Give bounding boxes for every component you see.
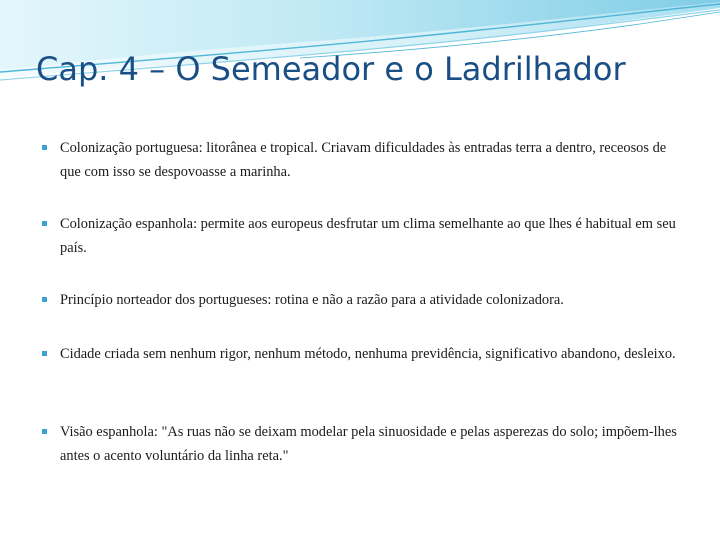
bullet-item	[42, 212, 682, 260]
bullet-text: Princípio norteador dos portugueses: rotina e não a razão para a atividade colonizadora.	[60, 292, 564, 308]
bullet-item	[42, 288, 682, 312]
bullet-item	[42, 136, 682, 184]
slide-title: Cap. 4 – O Semeador e o Ladrilhador	[36, 50, 626, 88]
bullet-text: Colonização espanhola: permite aos europeus desfrutar um clima semelhante ao que lhes é habitual em seu país.	[60, 216, 676, 256]
bullet-text: Cidade criada sem nenhum rigor, nenhum método, nenhuma previdência, significativo abandono, desleixo.	[60, 346, 676, 362]
bullet-text: Colonização portuguesa: litorânea e tropical. Criavam dificuldades às entradas terra a dentro, receosos de que com isso se despovoasse a marinha.	[60, 140, 667, 180]
square-bullet-icon	[42, 221, 47, 226]
bullet-text: Visão espanhola: "As ruas não se deixam modelar pela sinuosidade e pelas asperezas do solo; impõem-lhes antes o acento voluntário da linha reta."	[60, 424, 677, 464]
bullet-item	[42, 420, 682, 468]
square-bullet-icon	[42, 429, 47, 434]
bullet-item	[42, 342, 682, 366]
square-bullet-icon	[42, 297, 47, 302]
square-bullet-icon	[42, 145, 47, 150]
square-bullet-icon	[42, 351, 47, 356]
